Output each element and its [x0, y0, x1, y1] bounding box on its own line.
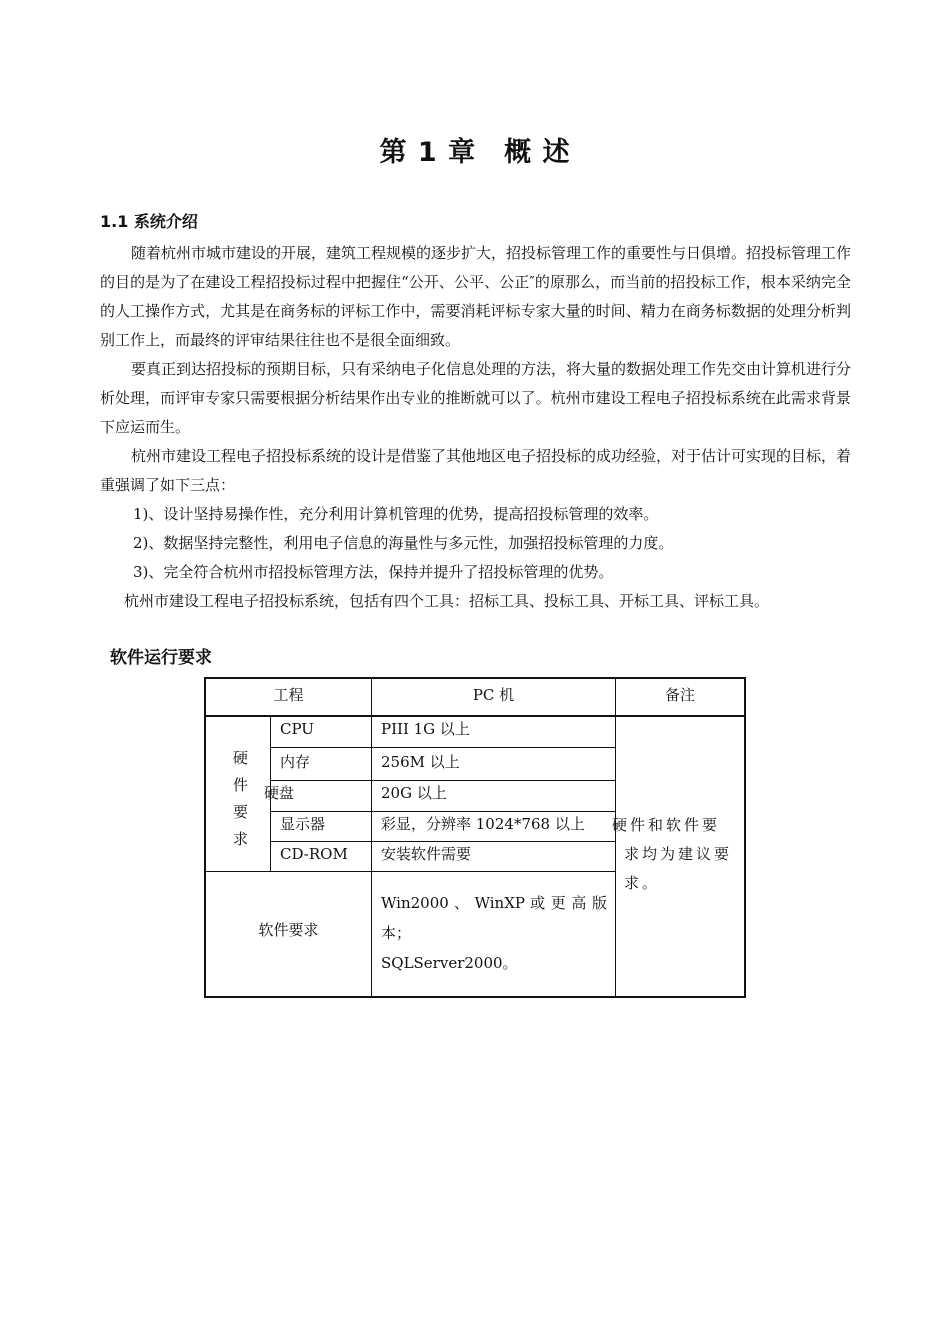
intro-paragraph-3: 杭州市建设工程电子招投标系统的设计是借鉴了其他地区电子招投标的成功经验，对于估计可实现的目标，着重强调了如下三点： [100, 447, 852, 494]
header-item: 工程 [273, 686, 304, 704]
row-cdrom-name: CD-ROM [280, 845, 348, 863]
row-memory-value: 256M 以上 [381, 753, 460, 771]
row-disk-value: 20G 以上 [381, 784, 447, 802]
row-memory-name: 内存 [280, 753, 311, 771]
intro-paragraph-2: 要真正到达招投标的预期目标，只有采纳电子化信息处理的方法，将大量的数据处理工作先交由计算机进行分析处理，而评审专家只需要根据分析结果作出专业的推断就可以了。杭州市建设工程电子招投标系统在此需求背景下应运而生。 [100, 360, 852, 436]
tools-summary: 杭州市建设工程电子招投标系统，包括有四个工具：招标工具、投标工具、开标工具、评标工具。 [124, 592, 770, 610]
requirements-heading: 软件运行要求 [110, 648, 212, 668]
row-display-name: 显示器 [280, 815, 326, 833]
requirements-table [204, 677, 746, 998]
intro-paragraph-1: 随着杭州市城市建设的开展，建筑工程规模的逐步扩大，招投标管理工作的重要性与日俱增。招投标管理工作的目的是为了在建设工程招投标过程中把握住“公开、公平、公正″的原那么，而当前的招投标工作，根本采纳完全的人工操作方式，尤其是在商务标的评标工作中，需要消耗评标专家大量的时间、精力在商务标数据的处理分析判别工作上，而最终的评审结果往往也不是很全面细致。 [100, 244, 852, 349]
software-value: Win2000 、 WinXP 或 更 高 版 本； SQLServer2000。 [381, 894, 607, 972]
goal-item-2: 2)、数据坚持完整性，利用电子信息的海量性与多元性，加强招投标管理的力度。 [133, 534, 674, 552]
header-note: 备注 [664, 686, 695, 704]
goal-item-1: 1)、设计坚持易操作性，充分利用计算机管理的优势，提高招投标管理的效率。 [133, 505, 659, 523]
header-pc: PC 机 [472, 686, 515, 704]
section-heading: 1.1 系统介绍 [100, 212, 198, 231]
goal-item-3: 3)、完全符合杭州市招投标管理方法，保持并提升了招投标管理的优势。 [133, 563, 614, 581]
row-display-value: 彩显，分辨率 1024*768 以上 [381, 815, 585, 833]
note-text: 硬件和软件要 求均为建议要 求。 [612, 816, 733, 892]
chapter-title: 第 1 章 概 述 [379, 137, 571, 168]
row-cpu-name: CPU [280, 720, 314, 738]
hardware-label: 硬 件 要 求 [233, 749, 249, 848]
row-cdrom-value: 安装软件需要 [381, 845, 472, 863]
row-disk-name: 硬盘 [264, 784, 295, 802]
software-label: 软件要求 [258, 921, 319, 939]
row-cpu-value: PIII 1G 以上 [381, 720, 470, 738]
